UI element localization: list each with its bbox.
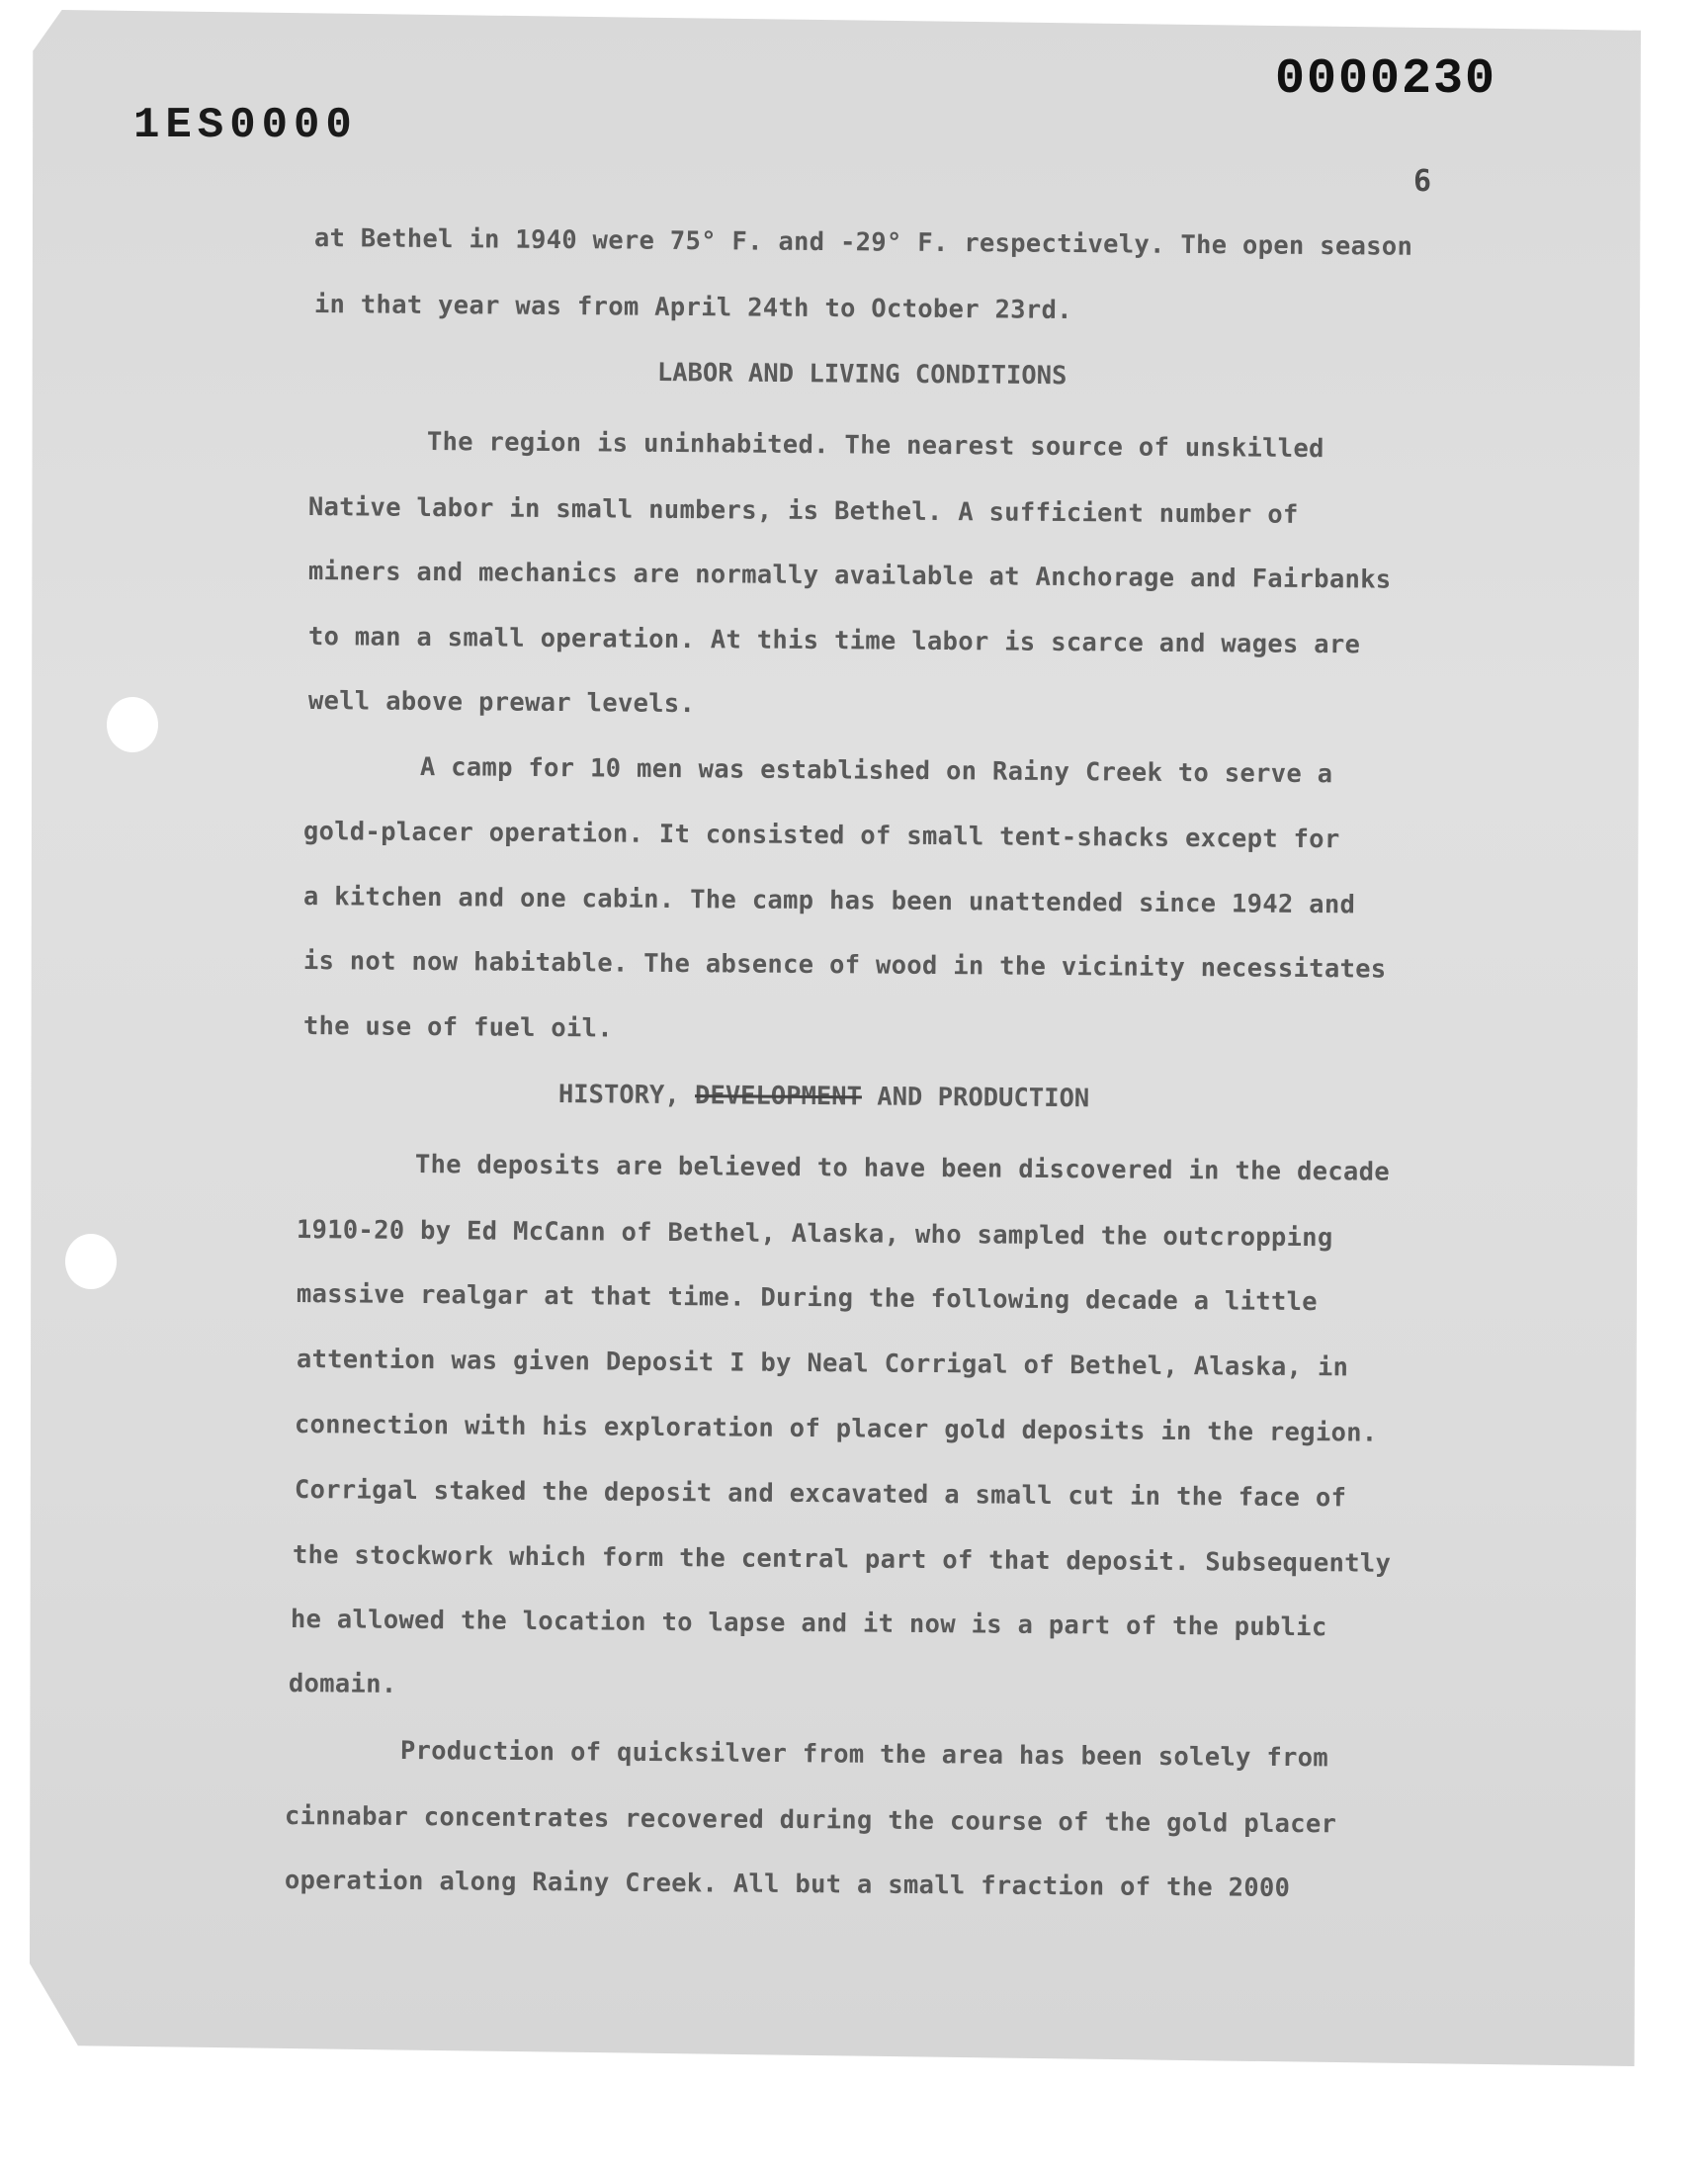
text-line: A camp for 10 men was established on Rainy Creek to serve a — [419, 752, 1333, 790]
text-line: well above prewar levels. — [307, 686, 696, 720]
text-line: miners and mechanics are normally available at Anchorage and Fairbanks — [307, 557, 1392, 595]
text-line: gold-placer operation. It consisted of small tent-shacks except for — [302, 817, 1340, 855]
text-line: to man a small operation. At this time labor is scarce and wages are — [307, 622, 1361, 660]
text-line: The region is uninhabited. The nearest source of unskilled — [426, 427, 1324, 465]
text-line: Corrigal staked the deposit and excavated a small cut in the face of — [294, 1475, 1347, 1514]
text-line: 1910-20 by Ed McCann of Bethel, Alaska, who sampled the outcropping — [296, 1215, 1333, 1254]
text-line: cinnabar concentrates recovered during the course of the gold placer — [284, 1801, 1337, 1840]
page-number: 6 — [1413, 164, 1432, 199]
text-line: a kitchen and one cabin. The camp has been unattended since 1942 and — [302, 882, 1356, 920]
text-line: in that year was from April 24th to October 23rd. — [313, 290, 1072, 326]
text-line: attention was given Deposit I by Neal Corrigal of Bethel, Alaska, in — [296, 1345, 1349, 1383]
section-heading-history — [558, 1080, 1090, 1113]
document-id-stamp-right: 0000230 — [1275, 51, 1497, 108]
text-line: he allowed the location to lapse and it now is a part of the public — [290, 1605, 1327, 1643]
heading-part: HISTORY, — [557, 1080, 696, 1111]
punch-hole — [107, 697, 158, 752]
text-line: The deposits are believed to have been discovered in the decade — [414, 1150, 1391, 1187]
text-line: is not now habitable. The absence of wood in the vicinity necessitates — [302, 946, 1387, 985]
text-line: Native labor in small numbers, is Bethel. A sufficient number of — [307, 492, 1299, 530]
document-id-stamp-left: 1ES0000 — [133, 101, 358, 150]
text-line: massive realgar at that time. During the following decade a little — [296, 1279, 1319, 1318]
heading-crossed-word: DEVELOPMENT — [694, 1081, 863, 1112]
text-line: the stockwork which form the central part of that deposit. Subsequently — [292, 1540, 1392, 1579]
section-heading-labor: LABOR AND LIVING CONDITIONS — [656, 358, 1068, 392]
text-line: at Bethel in 1940 were 75° F. and -29° F. respectively. The open season — [313, 223, 1413, 262]
text-line: the use of fuel oil. — [302, 1011, 614, 1044]
text-line: connection with his exploration of placer gold deposits in the region. — [294, 1410, 1378, 1448]
punch-hole — [65, 1234, 117, 1289]
text-line: domain. — [288, 1669, 397, 1699]
heading-part: AND PRODUCTION — [861, 1082, 1090, 1114]
text-line: operation along Rainy Creek. All but a small fraction of the 2000 — [284, 1866, 1291, 1903]
text-line: Production of quicksilver from the area has been solely from — [399, 1736, 1329, 1774]
